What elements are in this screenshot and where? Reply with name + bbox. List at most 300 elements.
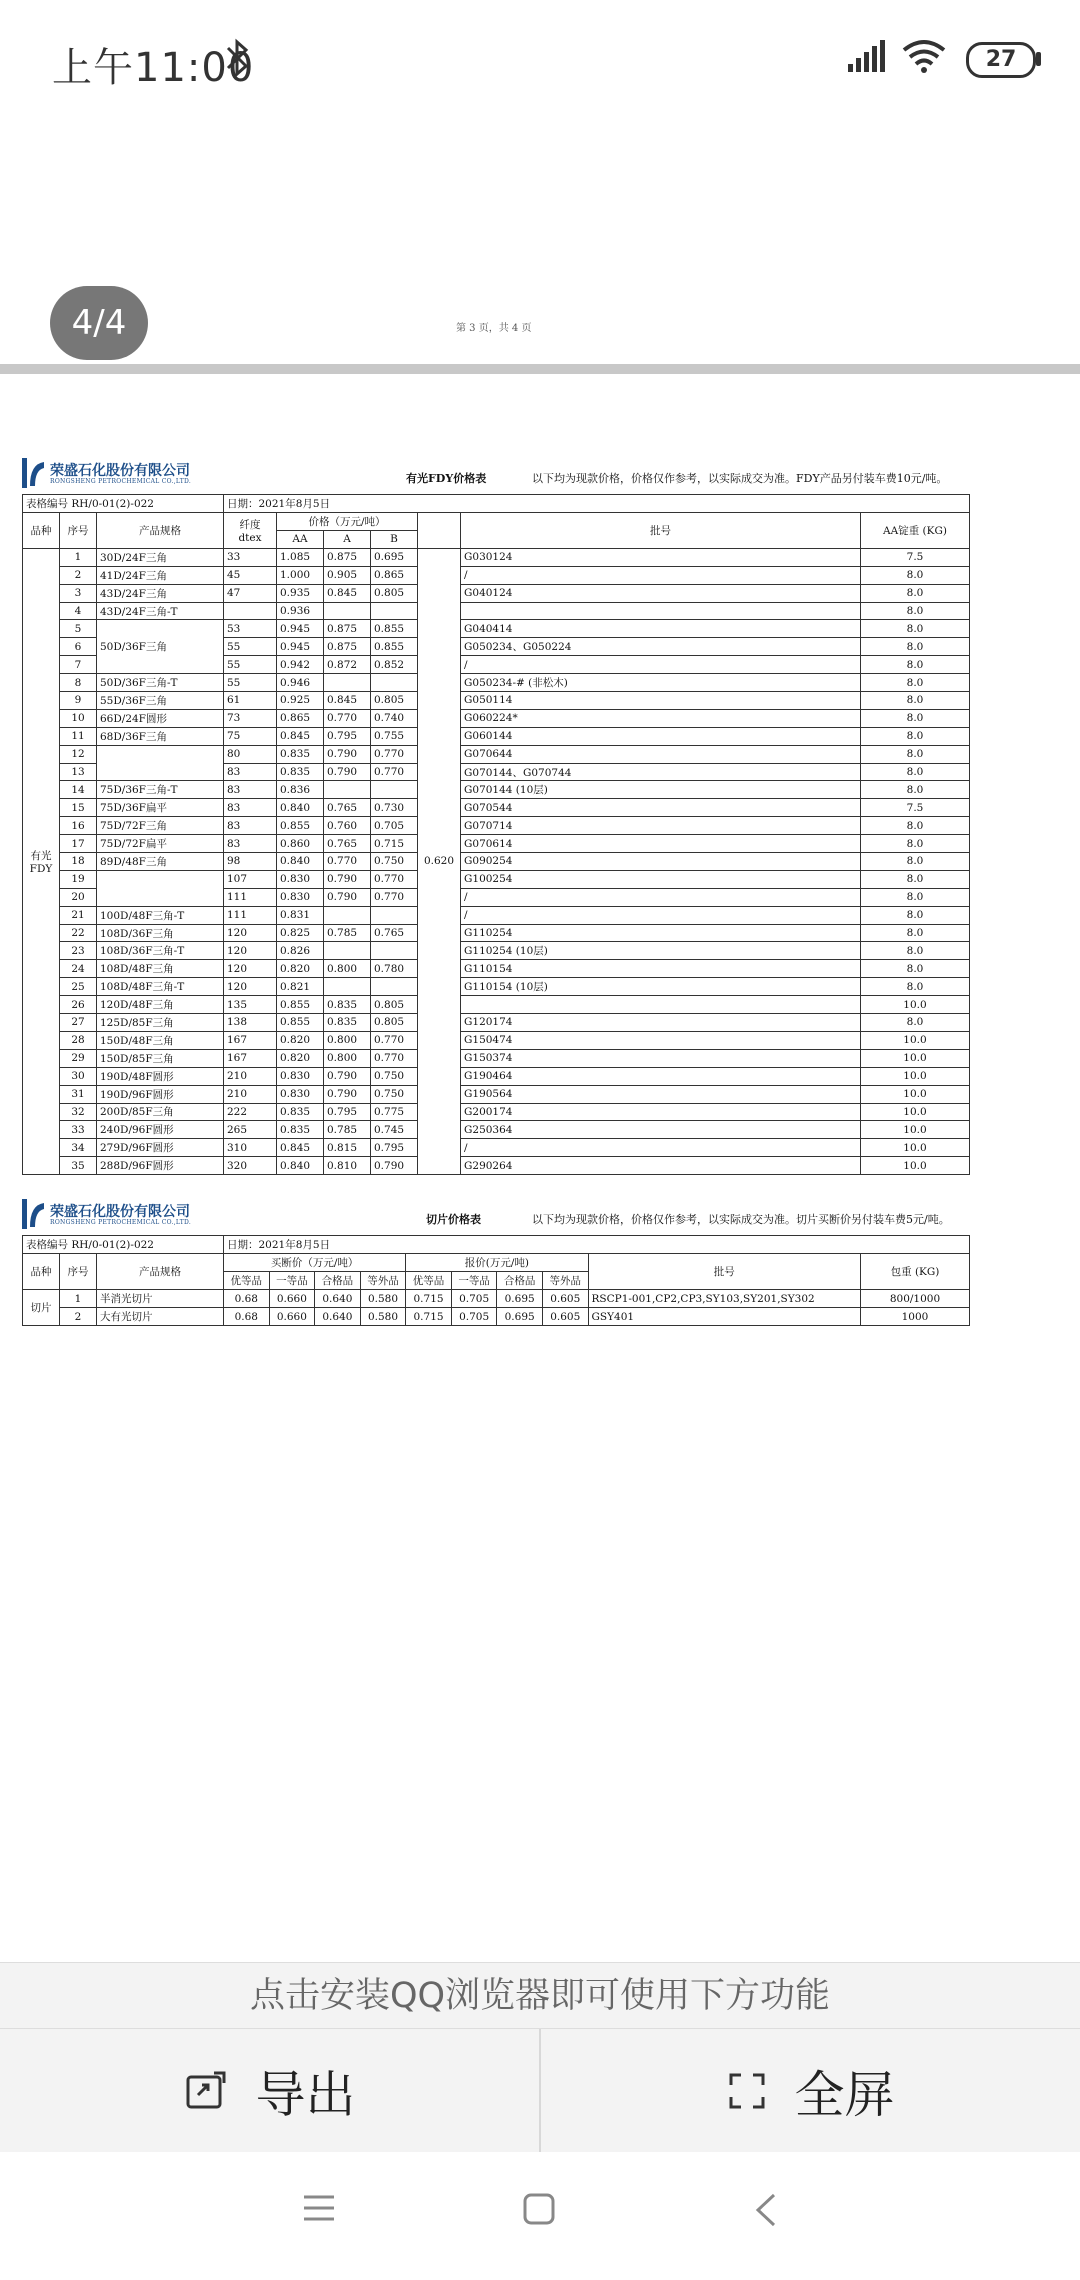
fdy-date: 日期：2021年8月5日 [224,495,970,513]
weight-cell: 10.0 [861,1067,970,1085]
chip-header-spec: 产品规格 [97,1254,224,1290]
menu-icon[interactable] [302,2192,336,2224]
price-b-cell: 0.770 [371,888,418,906]
price-b-cell: 0.855 [371,638,418,656]
price-cell: 0.660 [269,1308,315,1326]
home-icon[interactable] [522,2192,556,2226]
weight-cell: 10.0 [861,1121,970,1139]
price-aa-cell: 0.830 [277,1067,324,1085]
chip-header-pack: 包重 (KG) [861,1254,970,1290]
batch-cell: G110254 [461,924,861,942]
seq-cell: 17 [60,835,97,853]
weight-cell: 8.0 [861,942,970,960]
price-aa-cell: 0.945 [277,620,324,638]
price-cell: 0.715 [406,1308,452,1326]
spec-cell: 75D/36F三角-T [97,781,224,799]
batch-cell: G050114 [461,692,861,710]
status-time: 上午11:00 [52,45,255,91]
price-b-cell: 0.805 [371,584,418,602]
batch-cell: / [461,1139,861,1157]
spec-cell: 大有光切片 [97,1308,224,1326]
spec-cell: 68D/36F三角 [97,727,224,745]
weight-cell: 8.0 [861,978,970,996]
price-aa-cell: 0.945 [277,638,324,656]
dtex-cell: 167 [224,1031,277,1049]
dtex-cell: 55 [224,656,277,674]
company-logo [22,1199,44,1229]
company-name-en: RONGSHENG PETROCHEMICAL CO.,LTD. [50,1219,192,1227]
dtex-cell: 310 [224,1139,277,1157]
chip-form-no: 表格编号 RH/0-01(2)-022 [23,1236,224,1254]
table-row [23,1139,970,1157]
dtex-cell: 55 [224,638,277,656]
batch-cell: / [461,906,861,924]
dtex-cell: 83 [224,835,277,853]
price-aa-cell: 0.826 [277,942,324,960]
spec-cell: 150D/48F三角 [97,1031,224,1049]
seq-cell: 19 [60,870,97,888]
chip-title: 切片价格表 [426,1213,481,1227]
price-b-cell: 0.855 [371,620,418,638]
weight-cell: 8.0 [861,763,970,781]
table-row [23,942,970,960]
seq-cell: 3 [60,584,97,602]
batch-cell: G070144 (10层) [461,781,861,799]
table-row [23,745,970,763]
weight-cell: 7.5 [861,548,970,566]
weight-cell: 8.0 [861,817,970,835]
table-row [23,692,970,710]
spec-cell: 108D/36F三角-T [97,942,224,960]
price-a-cell: 0.760 [324,817,371,835]
dtex-cell: 111 [224,906,277,924]
fdy-title: 有光FDY价格表 [406,472,487,485]
page-divider [0,364,1080,374]
chip-header-seq: 序号 [60,1254,97,1290]
batch-cell: G070614 [461,835,861,853]
spec-cell: 190D/96F圆形 [97,1085,224,1103]
price-a-cell: 0.800 [324,1049,371,1067]
batch-cell: / [461,888,861,906]
batch-cell: G290264 [461,1157,861,1175]
dtex-cell: 135 [224,996,277,1014]
seq-cell: 28 [60,1031,97,1049]
spec-cell: 288D/96F圆形 [97,1157,224,1175]
price-a-cell: 0.765 [324,799,371,817]
price-a-cell: 0.872 [324,656,371,674]
header-b: B [371,530,418,548]
table-row [23,781,970,799]
batch-cell: G190464 [461,1067,861,1085]
price-aa-cell: 0.860 [277,835,324,853]
spec-cell: 30D/24F三角 [97,548,224,566]
seq-cell: 11 [60,727,97,745]
price-b-cell [371,942,418,960]
price-cell: 0.605 [542,1290,588,1308]
batch-cell: G090254 [461,853,861,871]
price-a-cell: 0.790 [324,870,371,888]
dtex-cell: 320 [224,1157,277,1175]
weight-cell: 10.0 [861,1157,970,1175]
batch-cell: G250364 [461,1121,861,1139]
price-a-cell: 0.790 [324,1085,371,1103]
spec-cell: 108D/36F三角 [97,924,224,942]
weight-cell: 8.0 [861,656,970,674]
seq-cell: 13 [60,763,97,781]
chip-header-premium-q: 优等品 [406,1272,452,1290]
price-b-cell: 0.740 [371,709,418,727]
price-cell: 0.695 [497,1290,543,1308]
seq-cell: 26 [60,996,97,1014]
seq-cell: 1 [60,548,97,566]
spec-cell: 200D/85F三角 [97,1103,224,1121]
table-row [23,584,970,602]
price-a-cell [324,906,371,924]
spec-cell: 75D/72F三角 [97,817,224,835]
seq-cell: 24 [60,960,97,978]
batch-cell: G070544 [461,799,861,817]
price-a-cell: 0.835 [324,996,371,1014]
price-b-cell: 0.805 [371,996,418,1014]
price-aa-cell: 0.835 [277,763,324,781]
chip-header-offgrade: 等外品 [360,1272,406,1290]
batch-cell: G070714 [461,817,861,835]
batch-cell: G110154 (10层) [461,978,861,996]
chip-date: 日期：2021年8月5日 [224,1236,970,1254]
price-aa-cell: 0.820 [277,960,324,978]
weight-cell: 8.0 [861,835,970,853]
weight-cell: 10.0 [861,1049,970,1067]
price-aa-cell: 0.946 [277,674,324,692]
seq-cell: 5 [60,620,97,638]
price-aa-cell: 0.830 [277,888,324,906]
fullscreen-label: 全屏 [794,2066,895,2124]
weight-cell: 8.0 [861,674,970,692]
batch-cell: G120174 [461,1014,861,1032]
fdy-rows [23,548,970,1174]
seq-cell: 35 [60,1157,97,1175]
table-row [23,602,970,620]
dtex-cell: 33 [224,548,277,566]
header-price: 价格（万元/吨） [277,512,418,530]
price-aa-cell: 0.820 [277,1049,324,1067]
table-row [23,924,970,942]
table-row [23,674,970,692]
table-row [23,1014,970,1032]
batch-cell: G070144、G070744 [461,763,861,781]
weight-cell: 10.0 [861,996,970,1014]
table-row [23,1121,970,1139]
company-name-en: RONGSHENG PETROCHEMICAL CO.,LTD. [50,478,192,485]
header-c-blank [418,512,461,548]
price-a-cell: 0.800 [324,1031,371,1049]
batch-cell: G030124 [461,548,861,566]
price-b-cell: 0.770 [371,763,418,781]
chip-note: 以下均为现款价格，价格仅作参考，以实际成交为准。切片买断价另付装车费5元/吨。 [532,1213,950,1227]
price-b-cell: 0.695 [371,548,418,566]
price-aa-cell: 0.855 [277,996,324,1014]
dtex-cell: 75 [224,727,277,745]
chip-header-first: 一等品 [269,1272,315,1290]
table-row [23,1103,970,1121]
price-a-cell: 0.790 [324,1067,371,1085]
price-a-cell: 0.795 [324,727,371,745]
chip-header-quote: 报价(万元/吨) [406,1254,588,1272]
chip-header-kind: 品种 [23,1254,60,1290]
price-b-cell: 0.715 [371,835,418,853]
batch-cell [461,996,861,1014]
dtex-cell: 73 [224,709,277,727]
price-b-cell: 0.750 [371,1067,418,1085]
export-button[interactable] [0,2029,539,2153]
price-aa-cell: 0.825 [277,924,324,942]
price-a-cell: 0.810 [324,1157,371,1175]
weight-cell: 10.0 [861,1139,970,1157]
spec-cell: 89D/48F三角 [97,853,224,871]
batch-cell: / [461,656,861,674]
pack-cell: 800/1000 [861,1290,970,1308]
spec-cell: 190D/48F圆形 [97,1067,224,1085]
batch-cell: G060144 [461,727,861,745]
fullscreen-icon [727,2071,767,2111]
signal-icon [848,40,888,72]
page-indicator: 4/4 [50,286,148,360]
price-a-cell: 0.875 [324,638,371,656]
batch-cell: G190564 [461,1085,861,1103]
price-b-cell: 0.852 [371,656,418,674]
weight-cell: 8.0 [861,727,970,745]
header-spec: 产品规格 [97,512,224,548]
weight-cell: 8.0 [861,745,970,763]
seq-cell: 16 [60,817,97,835]
price-a-cell: 0.875 [324,548,371,566]
batch-cell: G060224* [461,709,861,727]
batch-cell: G040124 [461,584,861,602]
system-nav-bar [0,2152,1080,2280]
weight-cell: 8.0 [861,638,970,656]
bluetooth-icon [222,36,254,80]
table-row [23,1085,970,1103]
spec-cell: 41D/24F三角 [97,566,224,584]
action-bar [0,2028,1080,2154]
price-cell: 0.605 [542,1308,588,1326]
table-row [23,817,970,835]
price-b-cell: 0.705 [371,817,418,835]
seq-cell: 4 [60,602,97,620]
back-icon[interactable] [754,2192,778,2228]
chip-header-batch: 批号 [588,1254,861,1290]
dtex-cell: 83 [224,817,277,835]
dtex-cell: 120 [224,942,277,960]
table-row [23,1308,970,1326]
dtex-cell: 120 [224,960,277,978]
price-cell: 0.660 [269,1290,315,1308]
dtex-cell: 167 [224,1049,277,1067]
spec-cell: 75D/72F扁平 [97,835,224,853]
document-page[interactable] [22,458,972,1326]
batch-cell: G050234、G050224 [461,638,861,656]
spec-cell: 66D/24F圆形 [97,709,224,727]
dtex-cell: 111 [224,888,277,906]
table-row [23,978,970,996]
dtex-cell [224,602,277,620]
fdy-form-no: 表格编号 RH/0-01(2)-022 [23,495,224,513]
price-b-cell: 0.795 [371,1139,418,1157]
price-b-cell: 0.780 [371,960,418,978]
weight-cell: 8.0 [861,888,970,906]
table-row [23,1290,970,1308]
status-bar [0,0,1080,120]
price-a-cell [324,674,371,692]
price-a-cell [324,602,371,620]
spec-cell: 108D/48F三角 [97,960,224,978]
spec-cell [97,870,224,906]
table-row [23,996,970,1014]
fdy-price-table [22,494,970,1175]
fdy-note: 以下均为现款价格，价格仅作参考，以实际成交为准。FDY产品另付装车费10元/吨。 [532,472,948,485]
dtex-cell: 53 [224,620,277,638]
price-a-cell: 0.815 [324,1139,371,1157]
table-row [23,960,970,978]
price-aa-cell: 0.835 [277,745,324,763]
spec-cell: 50D/36F三角-T [97,674,224,692]
weight-cell: 8.0 [861,566,970,584]
batch-cell [461,602,861,620]
dtex-cell: 45 [224,566,277,584]
table-row [23,1049,970,1067]
price-b-cell: 0.745 [371,1121,418,1139]
batch-cell: G110154 [461,960,861,978]
header-aa: AA [277,530,324,548]
seq-cell: 8 [60,674,97,692]
batch-cell: / [461,566,861,584]
table-row [23,1157,970,1175]
spec-cell: 150D/85F三角 [97,1049,224,1067]
price-aa-cell: 0.936 [277,602,324,620]
dtex-cell: 120 [224,924,277,942]
batch-cell: G150474 [461,1031,861,1049]
dtex-cell: 55 [224,674,277,692]
price-b-cell: 0.765 [371,924,418,942]
price-cell: 0.705 [451,1290,497,1308]
seq-cell: 7 [60,656,97,674]
weight-cell: 8.0 [861,692,970,710]
price-cell: 0.580 [360,1290,406,1308]
table-row [23,727,970,745]
price-a-cell: 0.845 [324,692,371,710]
battery-indicator [966,42,1036,78]
price-aa-cell: 0.835 [277,1103,324,1121]
company-name: 荣盛石化股份有限公司 [50,1204,190,1221]
price-cell: 0.705 [451,1308,497,1326]
price-b-cell [371,602,418,620]
price-a-cell: 0.785 [324,1121,371,1139]
seq-cell: 23 [60,942,97,960]
batch-cell: G040414 [461,620,861,638]
spec-cell: 240D/96F圆形 [97,1121,224,1139]
price-aa-cell: 1.085 [277,548,324,566]
header-seq: 序号 [60,512,97,548]
page-footer: 第 3 页，共 4 页 [456,323,532,334]
spec-cell: 125D/85F三角 [97,1014,224,1032]
batch-cell: G100254 [461,870,861,888]
table-row [23,799,970,817]
price-a-cell: 0.790 [324,888,371,906]
price-aa-cell: 0.831 [277,906,324,924]
seq-cell: 31 [60,1085,97,1103]
seq-cell: 21 [60,906,97,924]
dtex-cell: 107 [224,870,277,888]
spec-cell: 120D/48F三角 [97,996,224,1014]
chip-header-premium: 优等品 [224,1272,270,1290]
price-cell: 0.580 [360,1308,406,1326]
dtex-cell: 210 [224,1067,277,1085]
header-kind: 品种 [23,512,60,548]
install-qq-browser-banner[interactable]: 点击安装QQ浏览器即可使用下方功能 [0,1962,1080,2029]
price-aa-cell: 0.830 [277,1085,324,1103]
price-a-cell: 0.800 [324,960,371,978]
table-row [23,566,970,584]
weight-cell: 7.5 [861,799,970,817]
price-b-cell: 0.770 [371,1049,418,1067]
battery-cap [1036,52,1041,66]
price-aa-cell: 0.821 [277,978,324,996]
spec-cell: 55D/36F三角 [97,692,224,710]
price-a-cell: 0.790 [324,763,371,781]
price-aa-cell: 0.820 [277,1031,324,1049]
price-a-cell: 0.835 [324,1014,371,1032]
price-a-cell [324,781,371,799]
fullscreen-button[interactable] [541,2029,1080,2153]
weight-cell: 8.0 [861,906,970,924]
batch-cell: G110254 (10层) [461,942,861,960]
dtex-cell: 83 [224,781,277,799]
price-b-cell [371,906,418,924]
price-c-cell: 0.620 [418,548,461,1174]
weight-cell: 8.0 [861,602,970,620]
export-label: 导出 [255,2066,356,2124]
spec-cell: 100D/48F三角-T [97,906,224,924]
table-row [23,709,970,727]
weight-cell: 8.0 [861,781,970,799]
category-cell: 有光 FDY [23,548,60,1174]
price-aa-cell: 0.865 [277,709,324,727]
weight-cell: 8.0 [861,870,970,888]
price-cell: 0.68 [224,1290,270,1308]
chip-header-buyout: 买断价（万元/吨） [224,1254,406,1272]
seq-cell: 22 [60,924,97,942]
spec-cell: 43D/24F三角-T [97,602,224,620]
price-a-cell: 0.770 [324,709,371,727]
price-aa-cell: 0.840 [277,853,324,871]
price-aa-cell: 0.830 [277,870,324,888]
price-b-cell [371,978,418,996]
batch-cell: G050234-# (非松木) [461,674,861,692]
batch-cell: RSCP1-001,CP2,CP3,SY103,SY201,SY302 [588,1290,861,1308]
price-cell: 0.68 [224,1308,270,1326]
chip-header-first-q: 一等品 [451,1272,497,1290]
price-b-cell: 0.730 [371,799,418,817]
seq-cell: 27 [60,1014,97,1032]
price-b-cell: 0.755 [371,727,418,745]
table-row [23,1067,970,1085]
weight-cell: 8.0 [861,924,970,942]
seq-cell: 15 [60,799,97,817]
price-aa-cell: 0.855 [277,1014,324,1032]
price-b-cell: 0.790 [371,1157,418,1175]
price-aa-cell: 0.835 [277,1121,324,1139]
seq-cell: 30 [60,1067,97,1085]
